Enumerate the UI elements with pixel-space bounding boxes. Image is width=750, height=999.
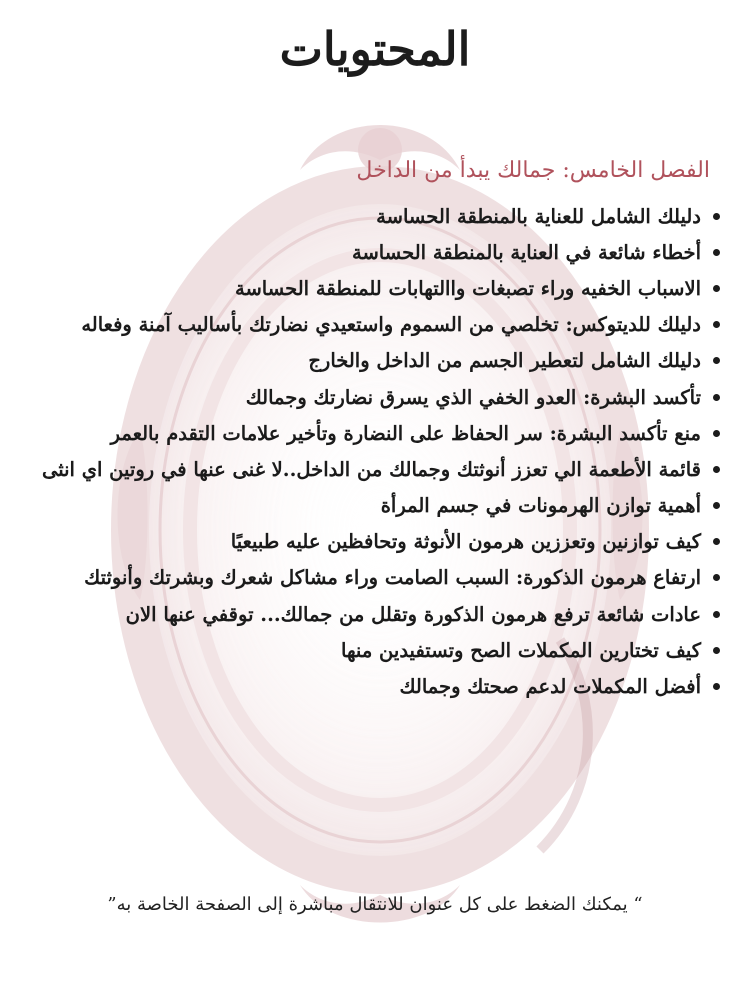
bullet-icon [713,502,720,509]
toc-link[interactable]: دليلك الشامل للعناية بالمنطقة الحساسة [376,204,701,228]
toc-item[interactable] [30,307,720,343]
toc-item[interactable] [30,198,720,234]
bullet-icon [713,611,720,618]
toc-item[interactable] [30,343,720,379]
bullet-icon [713,430,720,437]
bullet-icon [713,213,720,220]
toc-link[interactable]: منع تأكسد البشرة: سر الحفاظ على النضارة وتأخير علامات التقدم بالعمر [110,421,701,445]
toc-link[interactable]: أهمية توازن الهرمونات في جسم المرأة [380,494,701,518]
bullet-icon [713,683,720,690]
toc-link[interactable]: قائمة الأطعمة الي تعزز أنوثتك وجمالك من الداخل..لا غنى عنها في روتين اي انثى [41,457,701,481]
toc-item[interactable] [30,632,720,668]
toc-link[interactable]: كيف توازنين وتعززين هرمون الأنوثة وتحافظين عليه طبيعيًا [230,530,701,554]
toc-item[interactable] [30,524,720,560]
bullet-icon [713,466,720,473]
toc-link[interactable]: تأكسد البشرة: العدو الخفي الذي يسرق نضارتك وجمالك [245,385,701,409]
toc-list [30,198,720,705]
toc-item[interactable] [30,560,720,596]
toc-link[interactable]: أخطاء شائعة في العناية بالمنطقة الحساسة [351,240,701,264]
toc-link[interactable]: دليلك الشامل لتعطير الجسم من الداخل والخارج [308,349,701,373]
bullet-icon [713,394,720,401]
toc-link[interactable]: كيف تختارين المكملات الصح وتستفيدين منها [341,638,701,662]
toc-link[interactable]: أفضل المكملات لدعم صحتك وجمالك [399,675,701,699]
chapter-heading: الفصل الخامس: جمالك يبدأ من الداخل [356,158,710,183]
bullet-icon [713,357,720,364]
bullet-icon [713,574,720,581]
toc-link[interactable]: ارتفاع هرمون الذكورة: السبب الصامت وراء مشاكل شعرك وبشرتك وأنوثتك [84,566,701,590]
bullet-icon [713,538,720,545]
page-title: المحتويات [279,22,471,76]
toc-link[interactable]: عادات شائعة ترفع هرمون الذكورة وتقلل من جمالك... توقفي عنها الان [125,602,701,626]
toc-item[interactable] [30,379,720,415]
toc-item[interactable] [30,415,720,451]
toc-item[interactable] [30,668,720,704]
toc-item[interactable] [30,234,720,270]
toc-link[interactable]: دليلك للديتوكس: تخلصي من السموم واستعيدي نضارتك بأساليب آمنة وفعاله [81,313,701,337]
bullet-icon [713,647,720,654]
bullet-icon [713,321,720,328]
toc-link[interactable]: الاسباب الخفيه وراء تصبغات واالتهابات للمنطقة الحساسة [235,276,701,300]
toc-item[interactable] [30,270,720,306]
toc-item[interactable] [30,488,720,524]
bullet-icon [713,249,720,256]
toc-item[interactable] [30,596,720,632]
footer-note: “ يمكنك الضغط على كل عنوان للانتقال مباشرة إلى الصفحة الخاصة به” [107,894,643,915]
toc-item[interactable] [30,451,720,487]
bullet-icon [713,285,720,292]
